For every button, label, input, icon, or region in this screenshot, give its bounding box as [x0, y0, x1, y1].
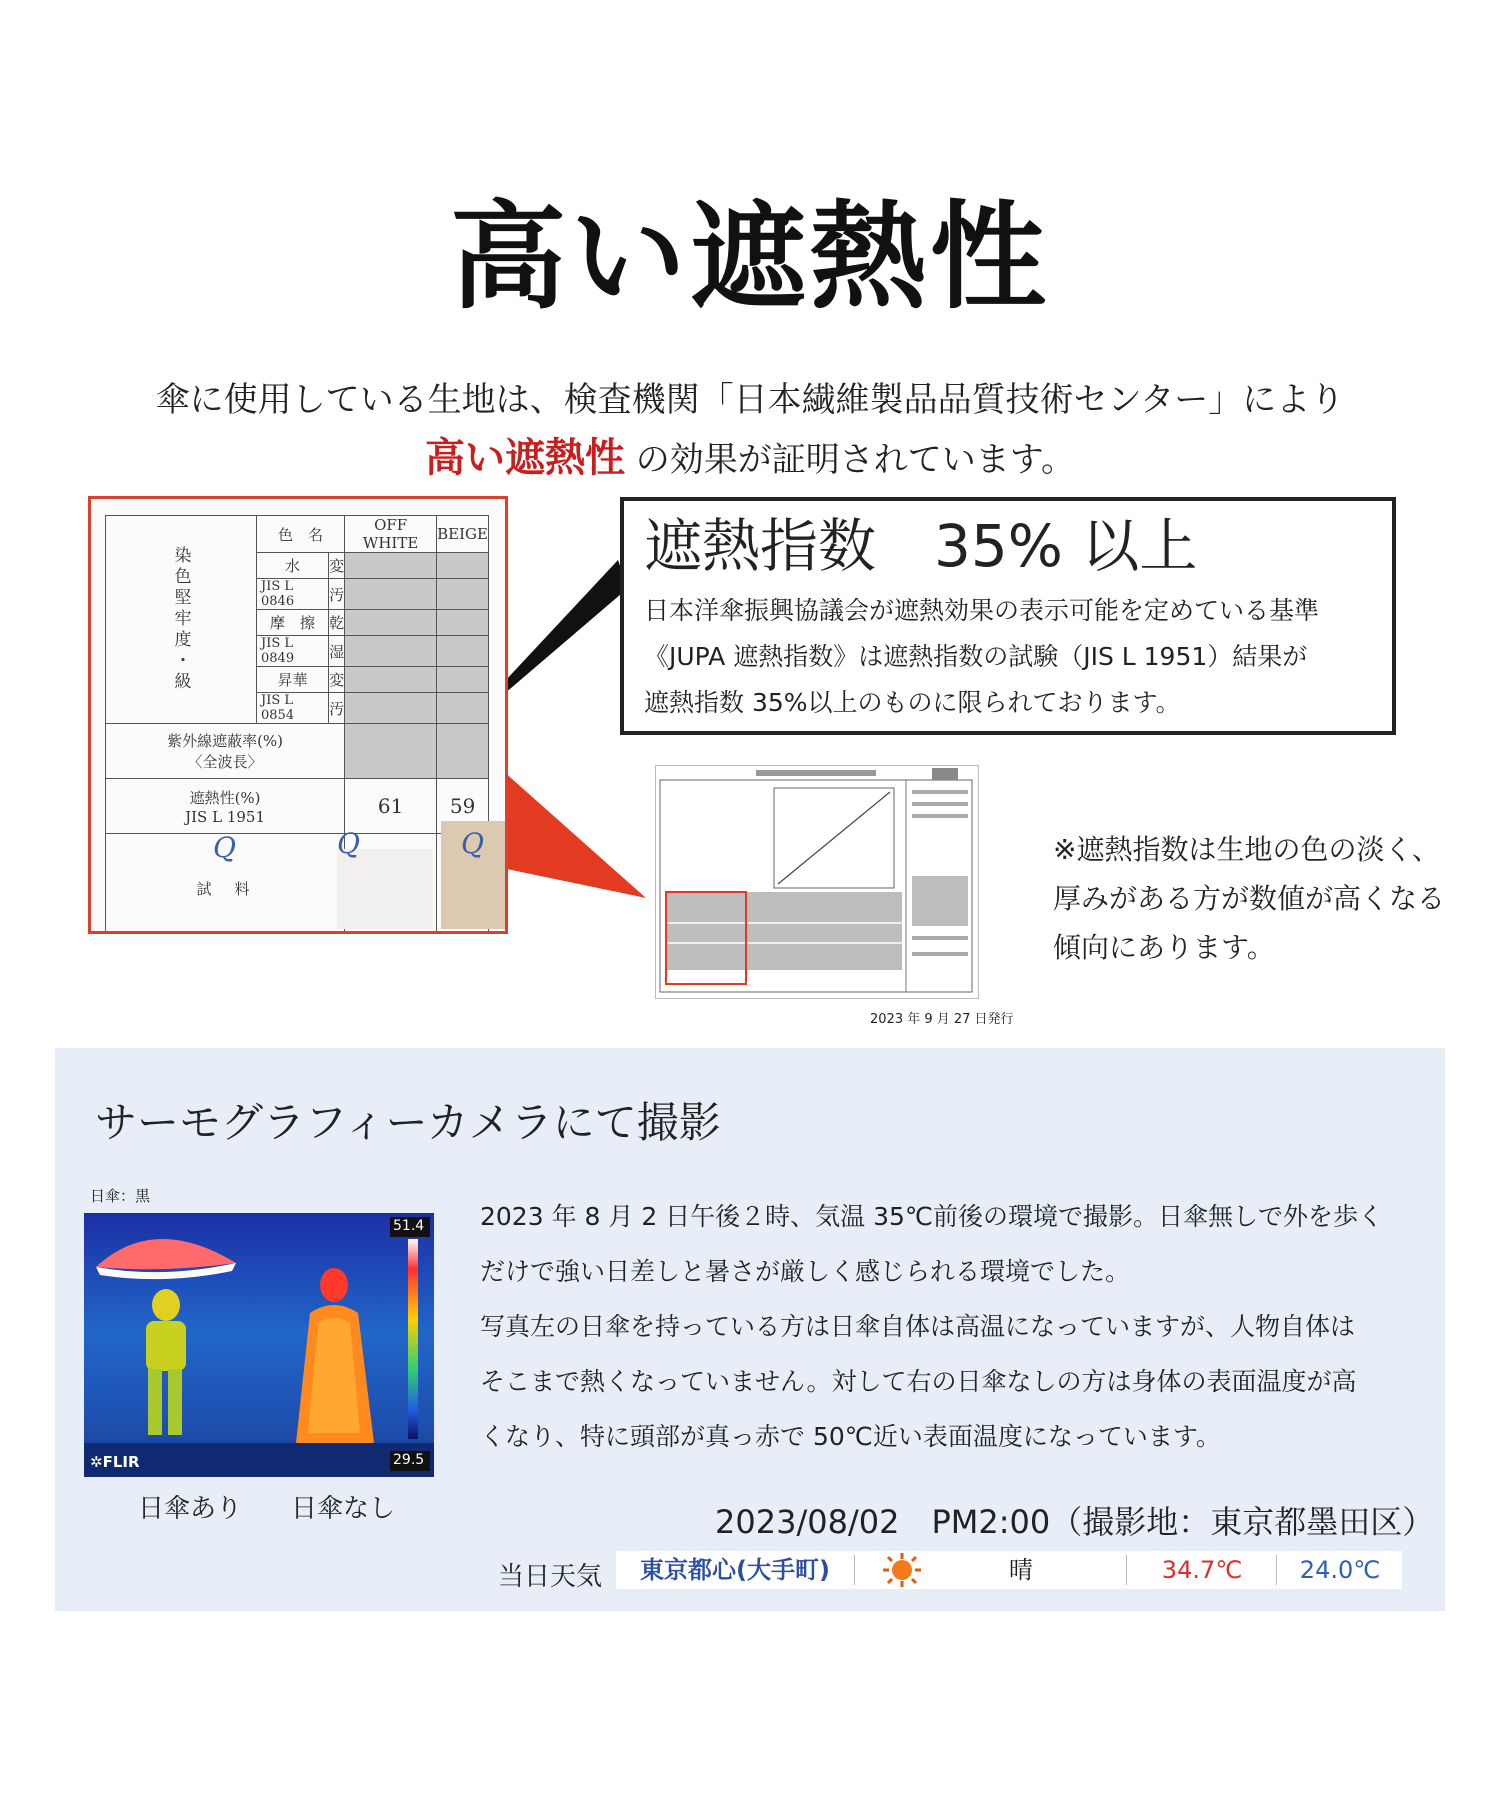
report-drawing: [656, 766, 978, 998]
cert-sub: 湿: [329, 636, 345, 667]
heat-index-headline: 遮熱指数 35% 以上: [644, 512, 1198, 580]
heat-value-beige: 59: [437, 779, 489, 834]
page-title: 高い遮熱性: [450, 190, 1050, 325]
index-line: 日本洋傘振興協議会が遮熱効果の表示可能を定めている基準: [644, 596, 1320, 625]
note-line: 傾向にあります。: [1053, 931, 1275, 964]
thermal-drawing: [84, 1213, 434, 1477]
fastness-label: 染色堅牢度・級: [106, 516, 257, 724]
q-logo-icon: Q: [461, 827, 484, 860]
cert-header-beige: BEIGE: [437, 516, 489, 553]
cert-sample-label: 試 料: [106, 834, 345, 935]
cert-std: JIS L 0846: [257, 579, 329, 610]
cert-uv-label: [106, 724, 345, 779]
index-line: 《JUPA 遮熱指数》は遮熱指数の試験（JIS L 1951）結果が: [644, 642, 1308, 671]
sun-icon: [862, 1551, 942, 1589]
caption-with-umbrella: 日傘あり: [138, 1494, 243, 1524]
thermo-desc-line: そこまで熱くなっていません。対して右の日傘なしの方は身体の表面温度が高: [480, 1367, 1357, 1396]
cert-test-water: 水: [257, 553, 329, 579]
weather-label: 当日天気: [498, 1562, 603, 1592]
heat-label-1: 遮熱性(%): [189, 788, 261, 807]
caption-without-umbrella: 日傘なし: [291, 1494, 396, 1524]
intro-line-1: 傘に使用している生地は、検査機関「日本繊維製品品質技術センター」により: [155, 380, 1345, 420]
cert-sub: 変: [329, 553, 345, 579]
scale-min-label: 29.5: [393, 1452, 425, 1468]
flir-brand-text: FLIR: [102, 1453, 140, 1471]
scale-max-label: 51.4: [393, 1218, 425, 1234]
cert-sub: 汚: [329, 579, 345, 610]
cert-header-offwhite: OFF WHITE: [345, 516, 437, 553]
certificate-crop: [88, 496, 508, 934]
heat-index-box: [620, 497, 1396, 735]
cert-header-color: 色 名: [257, 516, 345, 553]
weather-low-temp: 24.0℃: [1299, 1556, 1381, 1584]
umbrella-color-label: 日傘：黒: [90, 1187, 151, 1205]
intro-line-2-rest: の効果が証明されています。: [624, 440, 1076, 480]
cert-sub: 変: [329, 667, 345, 693]
thermo-desc-line: だけで強い日差しと暑さが厳しく感じられる環境でした。: [480, 1257, 1131, 1286]
cert-heat-label: [106, 779, 345, 834]
cert-std: JIS L 0854: [257, 693, 329, 724]
uv-label-1: 紫外線遮蔽率(%): [167, 732, 284, 750]
q-logo-icon: Q: [213, 831, 236, 864]
weather-bar: [616, 1551, 1402, 1589]
cert-test-friction: 摩 擦: [257, 610, 329, 636]
weather-high-temp: 34.7℃: [1161, 1556, 1243, 1584]
intro-highlight: 高い遮熱性: [424, 435, 625, 481]
thermography-title: サーモグラフィーカメラにて撮影: [95, 1098, 721, 1147]
thermo-desc-line: くなり、特に頭部が真っ赤で 50℃近い表面温度になっています。: [480, 1422, 1221, 1451]
cert-test-sublimation: 昇華: [257, 667, 329, 693]
uv-label-2: 〈全波長〉: [187, 753, 263, 771]
weather-condition: 晴: [1009, 1556, 1033, 1584]
heat-label-2: JIS L 1951: [185, 807, 265, 826]
flir-flame-icon: ✲: [90, 1453, 103, 1471]
note-line: ※遮熱指数は生地の色の淡く、: [1053, 833, 1440, 866]
note-line: 厚みがある方が数値が高くなる: [1053, 882, 1446, 915]
flir-logo: [90, 1453, 140, 1471]
q-logo-icon: Q: [337, 827, 360, 860]
cert-std: JIS L 0849: [257, 636, 329, 667]
index-line: 遮熱指数 35%以上のものに限られております。: [644, 688, 1181, 717]
weather-location: 東京都心(大手町): [640, 1556, 830, 1584]
red-callout-pointer: [502, 770, 646, 898]
heat-value-offwhite: 61: [345, 779, 437, 834]
cert-sub: 乾: [329, 610, 345, 636]
report-issue-date: 2023 年 9 月 27 日発行: [870, 1012, 1014, 1027]
sun-icon-drawing: [879, 1551, 925, 1589]
thermo-desc-line: 写真左の日傘を持っている方は日傘自体は高温になっていますが、人物自体は: [480, 1312, 1356, 1341]
fabric-swatch-offwhite: [337, 849, 433, 929]
thermo-desc-line: 2023 年 8 月 2 日午後２時、気温 35℃前後の環境で撮影。日傘無しで外を歩く: [480, 1202, 1384, 1231]
shot-datetime: 2023/08/02 PM2:00（撮影地：東京都墨田区）: [715, 1503, 1435, 1541]
thermal-image: [84, 1213, 434, 1477]
test-report-thumbnail: [655, 765, 979, 999]
cert-sub: 汚: [329, 693, 345, 724]
